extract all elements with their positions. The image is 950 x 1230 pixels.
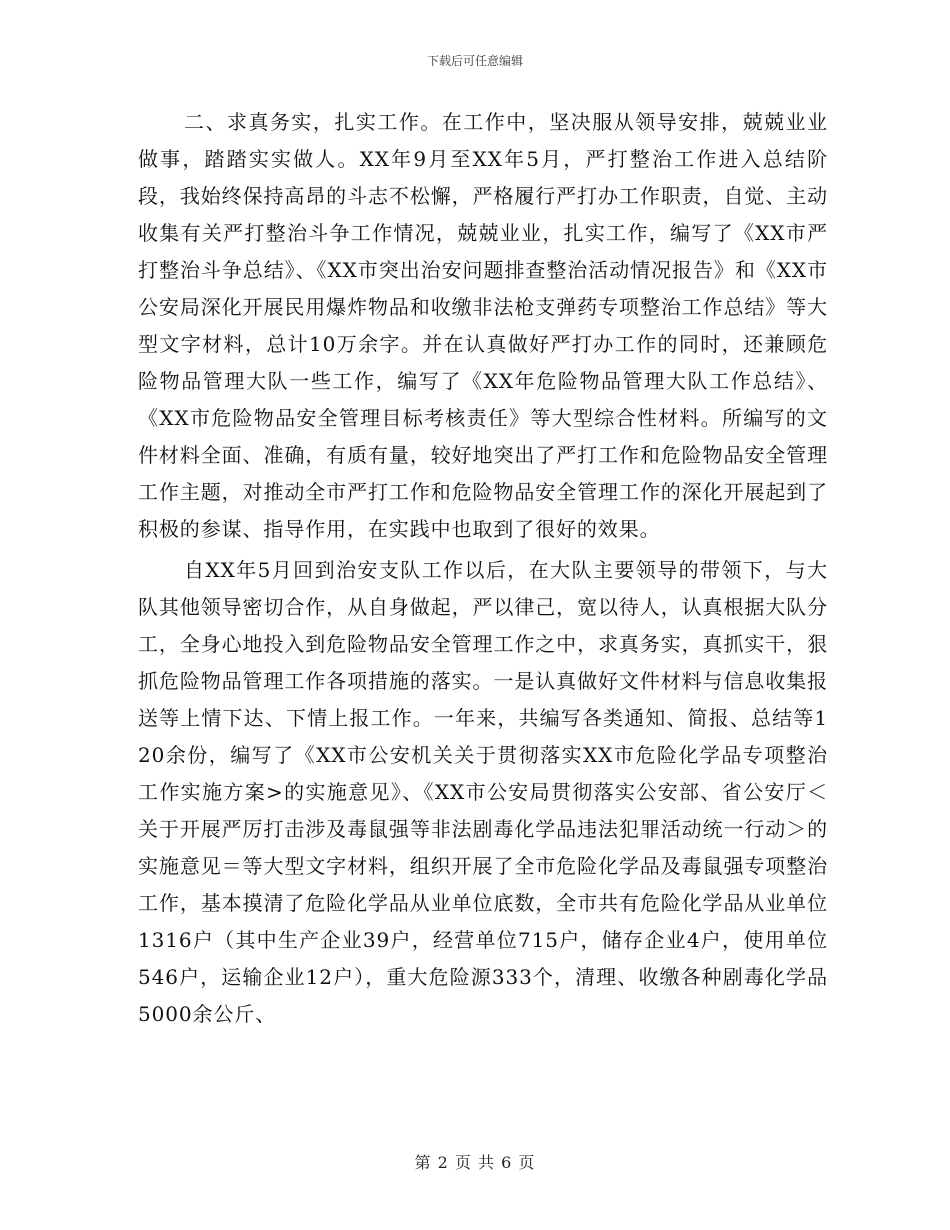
- document-body: [138, 104, 828, 1037]
- paragraph-1: 二、求真务实，扎实工作。在工作中，坚决服从领导安排，兢兢业业做事，踏踏实实做人。XX年9月至XX年5月，严打整治工作进入总结阶段，我始终保持高昂的斗志不松懈，严格履行严打办工作职责，自觉、主动收集有关严打整治斗争工作情况，兢兢业业，扎实工作，编写了《XX市严打整治斗争总结》、《XX市突出治安问题排查整治活动情况报告》和《XX市公安局深化开展民用爆炸物品和收缴非法枪支弹药专项整治工作总结》等大型文字材料，总计10万余字。并在认真做好严打办工作的同时，还兼顾危险物品管理大队一些工作，编写了《XX年危险物品管理大队工作总结》、《XX市危险物品安全管理目标考核责任》等大型综合性材料。所编写的文件材料全面、准确，有质有量，较好地突出了严打工作和危险物品安全管理工作主题，对推动全市严打工作和危险物品安全管理工作的深化开展起到了积极的参谋、指导作用，在实践中也取到了很好的效果。: [138, 110, 828, 541]
- page-footer: 第 2 页 共 6 页: [414, 1153, 536, 1172]
- page-header: 下载后可任意编辑: [426, 54, 523, 68]
- paragraph-2: 自XX年5月回到治安支队工作以后，在大队主要领导的带领下，与大队其他领导密切合作，从自身做起，严以律己，宽以待人，认真根据大队分工，全身心地投入到危险物品安全管理工作之中，求真务实，真抓实干，狠抓危险物品管理工作各项措施的落实。一是认真做好文件材料与信息收集报送等上情下达、下情上报工作。一年来，共编写各类通知、简报、总结等120余份，编写了《XX市公安机关关于贯彻落实XX市危险化学品专项整治工作实施方案>的实施意见》、《XX市公安局贯彻落实公安部、省公安厅＜关于开展严厉打击涉及毒鼠强等非法剧毒化学品违法犯罪活动统一行动＞的实施意见＝等大型文字材料，组织开展了全市危险化学品及毒鼠强专项整治工作，基本摸清了危险化学品从业单位底数，全市共有危险化学品从业单位1316户（其中生产企业39户，经营单位715户，储存企业4户，使用单位546户，运输企业12户），重大危险源333个，清理、收缴各种剧毒化学品5000余公斤、: [138, 558, 828, 1026]
